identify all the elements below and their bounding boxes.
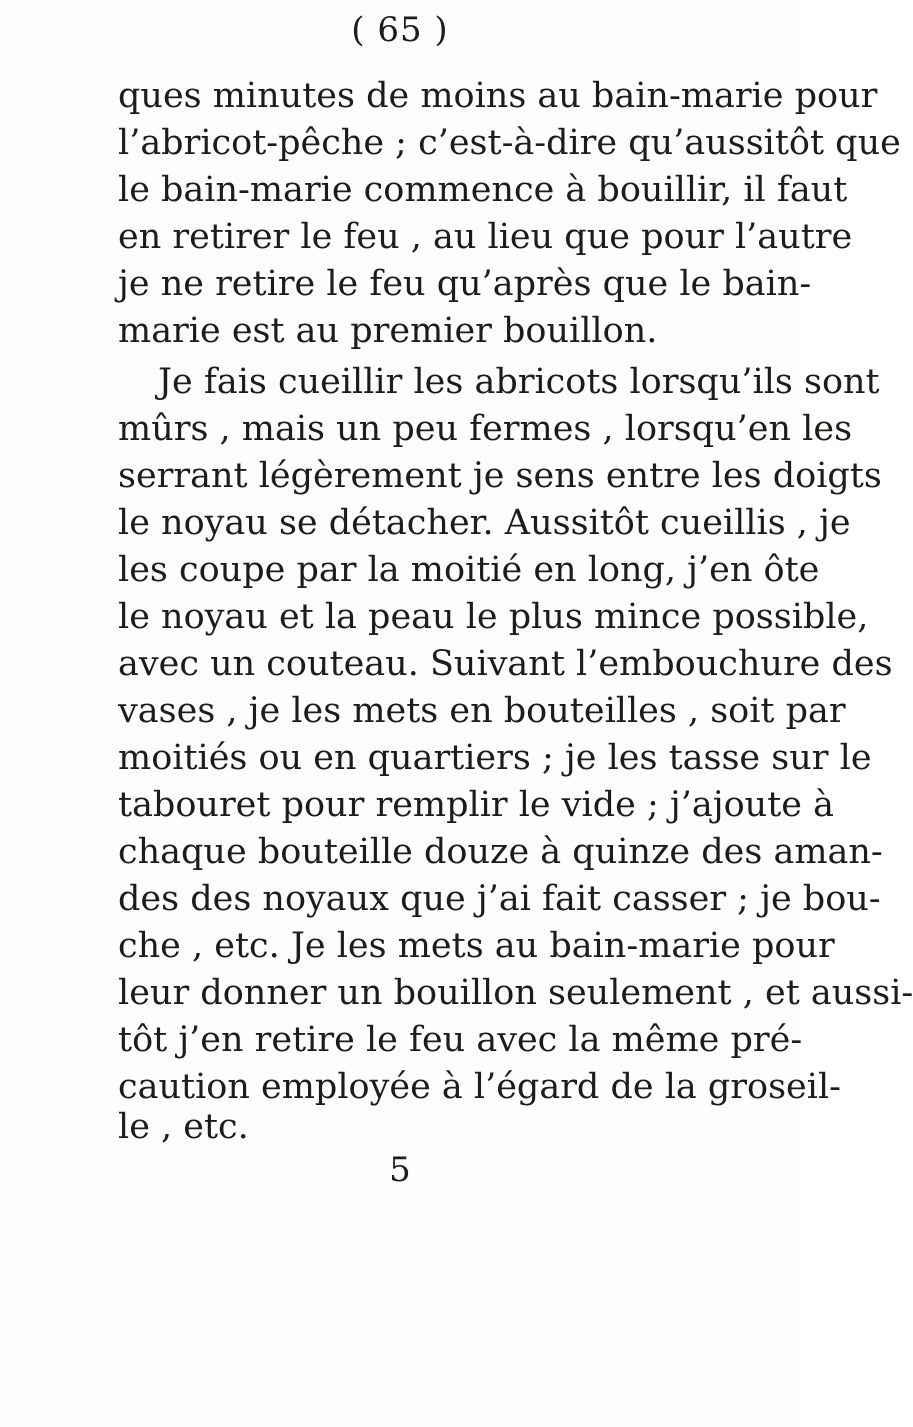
text-line: tôt j’en retire le feu avec la même pré-	[118, 1020, 803, 1060]
paragraph-end-line: marie est au premier bouillon.	[118, 311, 658, 351]
text-line: des des noyaux que j’ai fait casser ; je bou-	[118, 879, 881, 919]
text-line: le bain-marie commence à bouillir, il faut	[118, 170, 848, 210]
paragraph-end-line: le , etc.	[118, 1107, 249, 1147]
text-line: serrant légèrement je sens entre les doigts	[118, 456, 882, 496]
paragraph-start-line: Je fais cueillir les abricots lorsqu’ils sont	[158, 362, 880, 402]
signature-mark: 5	[389, 1150, 411, 1190]
text-line: vases , je les mets en bouteilles , soit par	[118, 691, 846, 731]
page-number: ( 65 )	[351, 10, 449, 50]
text-line: avec un couteau. Suivant l’embouchure des	[118, 644, 893, 684]
text-line: tabouret pour remplir le vide ; j’ajoute à	[118, 785, 834, 825]
text-line: mûrs , mais un peu fermes , lorsqu’en les	[118, 409, 853, 449]
text-line: le noyau et la peau le plus mince possible,	[118, 597, 869, 637]
text-line: en retirer le feu , au lieu que pour l’autre	[118, 217, 853, 257]
text-line: moitiés ou en quartiers ; je les tasse sur le	[118, 738, 872, 778]
text-line: l’abricot-pêche ; c’est-à-dire qu’aussitôt que	[118, 123, 901, 163]
text-line: le noyau se détacher. Aussitôt cueillis , je	[118, 503, 851, 543]
text-line: che , etc. Je les mets au bain-marie pour	[118, 926, 835, 966]
text-line: les coupe par la moitié en long, j’en ôte	[118, 550, 820, 590]
text-line: caution employée à l’égard de la groseil-	[118, 1067, 841, 1107]
text-line: chaque bouteille douze à quinze des aman-	[118, 832, 883, 872]
text-line: leur donner un bouillon seulement , et aussi-	[118, 973, 913, 1013]
text-line: ques minutes de moins au bain-marie pour	[118, 76, 878, 116]
text-line: je ne retire le feu qu’après que le bain-	[118, 264, 812, 304]
